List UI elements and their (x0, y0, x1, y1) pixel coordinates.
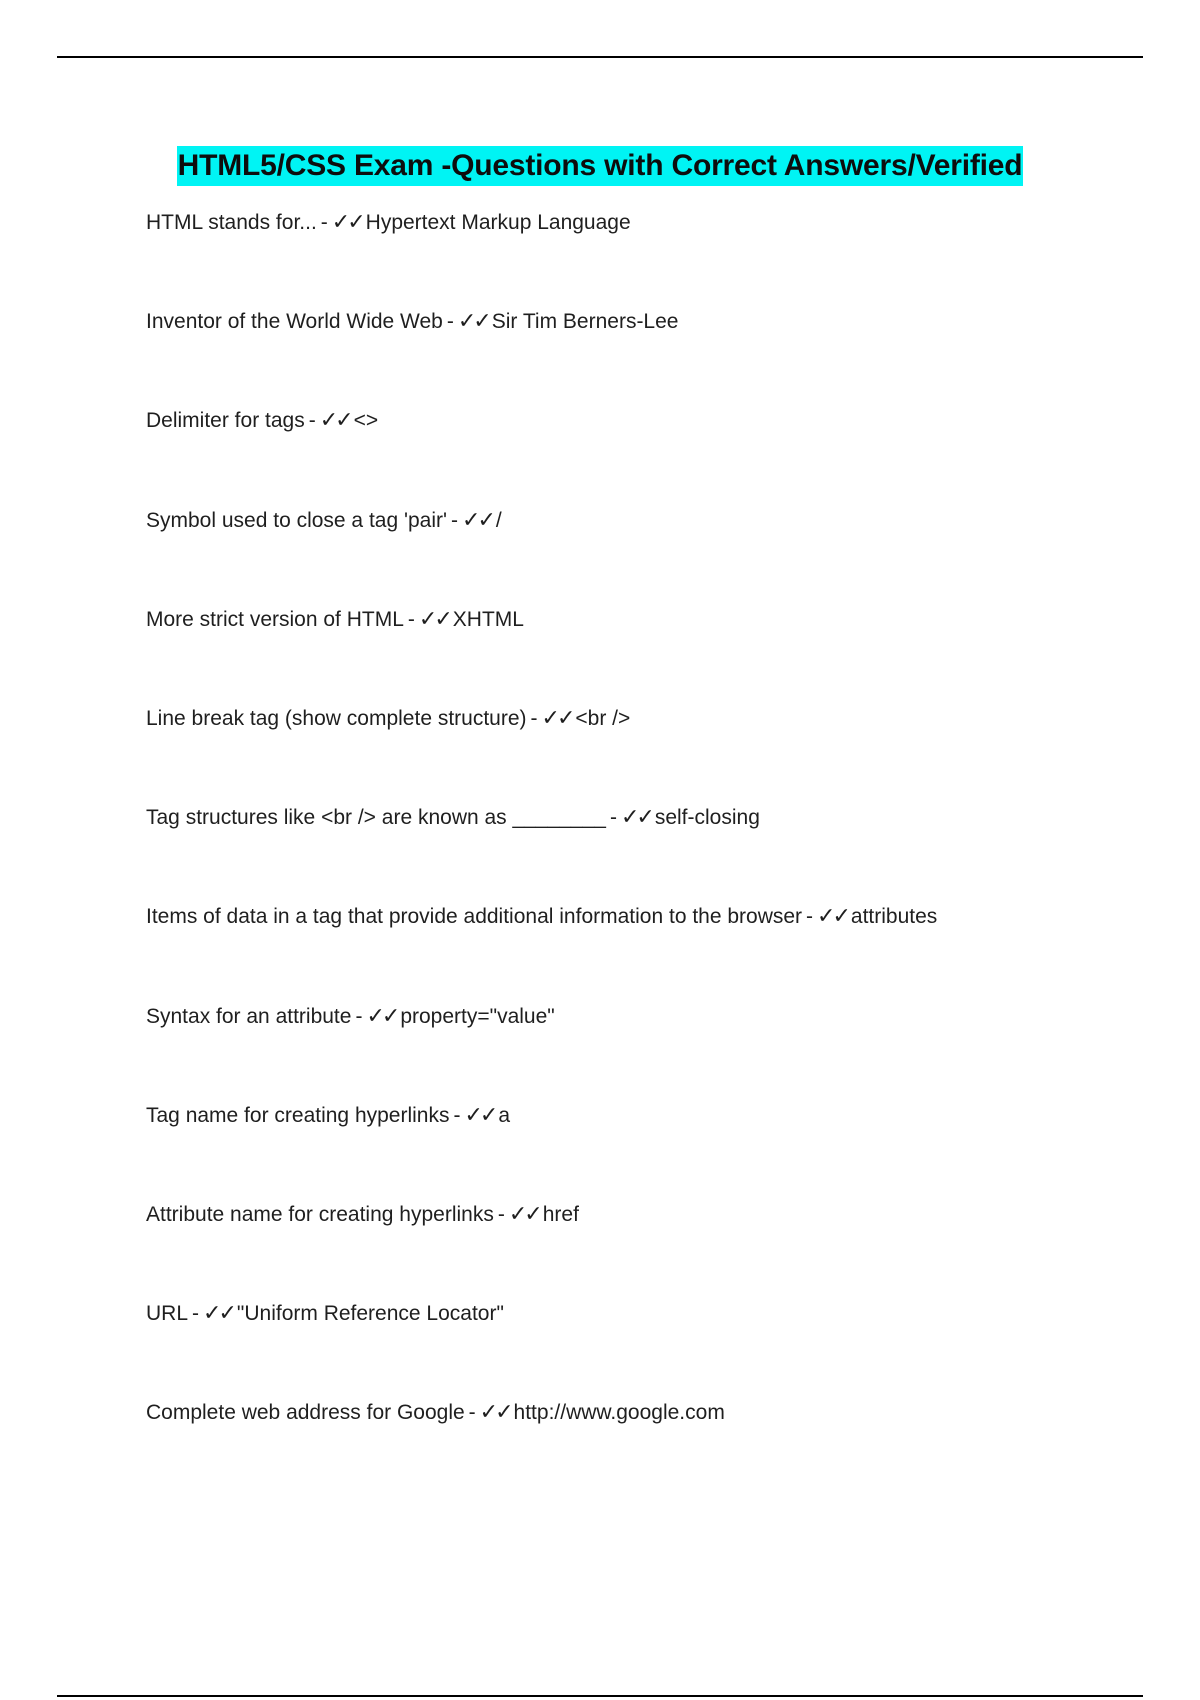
separator-dash: - (806, 905, 814, 929)
footer-rule (57, 1695, 1143, 1697)
double-check-icon: ✓✓ (462, 507, 493, 533)
separator-dash: - (308, 409, 316, 433)
answer-text: property="value" (400, 1004, 555, 1028)
answer-text: <> (353, 409, 379, 433)
qa-item (146, 899, 1146, 998)
qa-item (146, 304, 1146, 403)
answer-text: "Uniform Reference Locator" (236, 1302, 504, 1326)
qa-item (146, 503, 1146, 602)
separator-dash: - (446, 310, 454, 334)
question-text: Attribute name for creating hyperlinks (146, 1202, 494, 1226)
separator-dash: - (320, 211, 328, 234)
separator-dash: - (355, 1004, 363, 1028)
qa-item (146, 1296, 1146, 1395)
question-text: Symbol used to close a tag 'pair' (146, 508, 448, 532)
separator-dash: - (453, 1103, 461, 1127)
title-container (0, 146, 1200, 186)
qa-item (146, 701, 1146, 800)
separator-dash: - (451, 508, 459, 532)
question-text: More strict version of HTML (146, 607, 404, 631)
separator-dash: - (192, 1302, 200, 1326)
question-text: HTML stands for... (146, 211, 317, 234)
qa-item (146, 1098, 1146, 1197)
answer-text: self-closing (654, 806, 760, 830)
header-rule (57, 56, 1143, 58)
answer-text: Hypertext Markup Language (365, 211, 631, 234)
qa-item (146, 999, 1146, 1098)
question-text: Line break tag (show complete structure) (146, 706, 527, 730)
answer-text: / (495, 508, 502, 532)
question-text: Items of data in a tag that provide additional information to the browser (146, 905, 803, 929)
question-text: Tag name for creating hyperlinks (146, 1103, 450, 1127)
separator-dash: - (407, 607, 415, 631)
separator-dash: - (497, 1202, 505, 1226)
qa-item (146, 205, 1146, 304)
double-check-icon: ✓✓ (319, 408, 351, 434)
double-check-icon: ✓✓ (508, 1201, 540, 1227)
answer-text: <br /> (575, 706, 631, 730)
qa-item (146, 1197, 1146, 1296)
qa-item (146, 800, 1146, 899)
separator-dash: - (530, 706, 538, 730)
double-check-icon: ✓✓ (541, 705, 573, 731)
double-check-icon: ✓✓ (366, 1003, 398, 1029)
question-text: Complete web address for Google (146, 1401, 465, 1425)
question-text: Syntax for an attribute (146, 1004, 352, 1028)
answer-text: Sir Tim Berners-Lee (491, 310, 679, 334)
qa-item (146, 1395, 1146, 1494)
question-text: Tag structures like <br /> are known as ________ (146, 806, 606, 830)
qa-item (146, 602, 1146, 701)
double-check-icon: ✓✓ (418, 606, 450, 632)
qa-item (146, 403, 1146, 502)
separator-dash: - (609, 806, 617, 830)
question-text: Inventor of the World Wide Web (146, 310, 443, 334)
double-check-icon: ✓✓ (479, 1400, 511, 1426)
answer-text: http://www.google.com (513, 1401, 725, 1425)
question-text: URL (146, 1302, 189, 1326)
question-answer-list (146, 205, 1146, 1494)
double-check-icon: ✓✓ (620, 805, 652, 831)
double-check-icon: ✓✓ (203, 1301, 234, 1327)
double-check-icon: ✓✓ (331, 210, 363, 235)
answer-text: href (542, 1202, 579, 1226)
answer-text: XHTML (452, 607, 524, 631)
question-text: Delimiter for tags (146, 409, 305, 433)
double-check-icon: ✓✓ (457, 309, 489, 335)
answer-text: a (498, 1103, 511, 1127)
document-title: HTML5/CSS Exam -Questions with Correct Answers/Verified (177, 146, 1024, 186)
separator-dash: - (468, 1401, 476, 1425)
double-check-icon: ✓✓ (817, 904, 848, 930)
double-check-icon: ✓✓ (464, 1102, 496, 1128)
answer-text: attributes (850, 905, 938, 929)
